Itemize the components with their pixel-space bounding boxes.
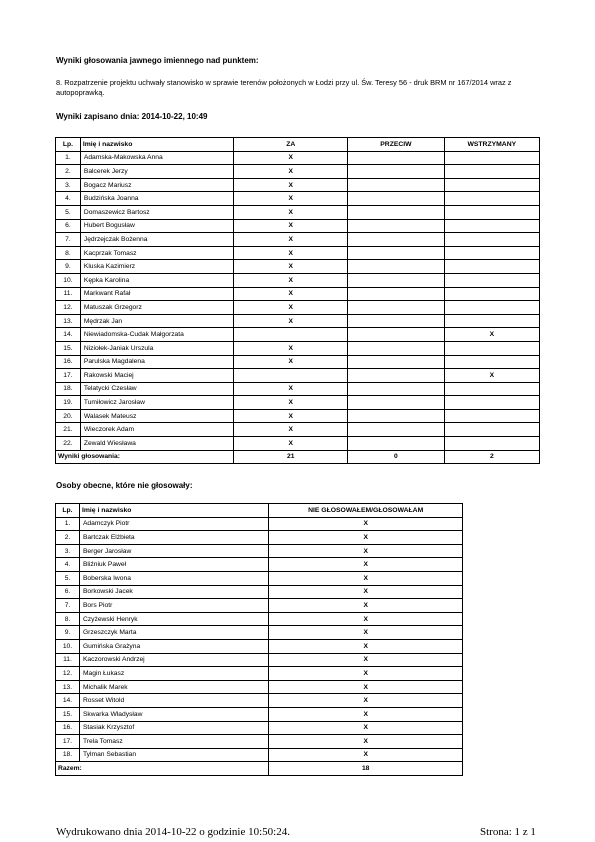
vote-przeciw bbox=[348, 341, 444, 355]
motion-text: 8. Rozpatrzenie projektu uchwały stanowisko w sprawie terenów położonych w Łodzi przy ul. Św. Teresy 56 - druk BRM nr 167/2014 wraz z autopoprawką. bbox=[56, 78, 512, 97]
row-number: 16. bbox=[56, 721, 80, 735]
table-row bbox=[56, 626, 463, 640]
not-voted-mark: X bbox=[269, 599, 463, 613]
vote-za: X bbox=[234, 192, 348, 206]
member-name: Trela Tomasz bbox=[79, 735, 268, 749]
vote-za: X bbox=[234, 409, 348, 423]
vote-za: X bbox=[234, 301, 348, 315]
vote-wstrzymany bbox=[444, 273, 539, 287]
member-name: Wieczorek Adam bbox=[80, 423, 233, 437]
member-name: Tumiłowicz Jarosław bbox=[80, 396, 233, 410]
vote-za: X bbox=[234, 165, 348, 179]
row-number: 7. bbox=[56, 233, 81, 247]
vote-przeciw bbox=[348, 178, 444, 192]
absent-summary-count: 18 bbox=[269, 762, 463, 776]
member-name: Rosset Witold bbox=[79, 694, 268, 708]
vote-przeciw bbox=[348, 382, 444, 396]
vote-results-table bbox=[55, 137, 540, 464]
member-name: Kaczorowski Andrzej bbox=[79, 653, 268, 667]
summary-wstrzymany: 2 bbox=[444, 450, 539, 464]
vote-przeciw bbox=[348, 301, 444, 315]
row-number: 13. bbox=[56, 680, 80, 694]
row-number: 7. bbox=[56, 599, 80, 613]
table-row bbox=[56, 396, 540, 410]
vote-wstrzymany bbox=[444, 287, 539, 301]
member-name: Grzeszczyk Marta bbox=[79, 626, 268, 640]
table-row bbox=[56, 246, 540, 260]
col-name-header: Imię i nazwisko bbox=[79, 504, 268, 518]
not-voted-mark: X bbox=[269, 544, 463, 558]
row-number: 18. bbox=[56, 748, 80, 762]
vote-przeciw bbox=[348, 355, 444, 369]
member-name: Bors Piotr bbox=[79, 599, 268, 613]
vote-wstrzymany: X bbox=[444, 369, 539, 383]
not-voted-mark: X bbox=[269, 612, 463, 626]
member-name: Bogacz Mariusz bbox=[80, 178, 233, 192]
row-number: 20. bbox=[56, 409, 81, 423]
table-row bbox=[56, 599, 463, 613]
vote-wstrzymany bbox=[444, 437, 539, 451]
table-row bbox=[56, 369, 540, 383]
vote-wstrzymany bbox=[444, 205, 539, 219]
vote-przeciw bbox=[348, 437, 444, 451]
vote-przeciw bbox=[348, 409, 444, 423]
not-voted-mark: X bbox=[269, 735, 463, 749]
row-number: 4. bbox=[56, 558, 80, 572]
vote-summary-row bbox=[56, 450, 540, 464]
vote-przeciw bbox=[348, 246, 444, 260]
member-name: Adamska-Makowska Anna bbox=[80, 151, 233, 165]
member-name: Skwarka Władysław bbox=[79, 707, 268, 721]
vote-heading: Wyniki głosowania jawnego imiennego nad punktem: bbox=[56, 56, 259, 65]
member-name: Balcerek Jerzy bbox=[80, 165, 233, 179]
table-row bbox=[56, 531, 463, 545]
row-number: 12. bbox=[56, 301, 81, 315]
row-number: 10. bbox=[56, 639, 80, 653]
summary-label: Wyniki głosowania: bbox=[56, 450, 234, 464]
row-number: 11. bbox=[56, 287, 81, 301]
vote-przeciw bbox=[348, 314, 444, 328]
vote-wstrzymany bbox=[444, 260, 539, 274]
table-row bbox=[56, 437, 540, 451]
table-row bbox=[56, 735, 463, 749]
absent-table-header-row bbox=[56, 504, 463, 518]
member-name: Jędrzejczak Bożenna bbox=[80, 233, 233, 247]
vote-przeciw bbox=[348, 151, 444, 165]
not-voted-mark: X bbox=[269, 667, 463, 681]
row-number: 14. bbox=[56, 328, 81, 342]
table-row bbox=[56, 355, 540, 369]
vote-za: X bbox=[234, 396, 348, 410]
member-name: Magin Łukasz bbox=[79, 667, 268, 681]
table-row bbox=[56, 585, 463, 599]
member-name: Markwant Rafał bbox=[80, 287, 233, 301]
table-row bbox=[56, 233, 540, 247]
vote-wstrzymany bbox=[444, 382, 539, 396]
vote-przeciw bbox=[348, 287, 444, 301]
row-number: 6. bbox=[56, 585, 80, 599]
vote-wstrzymany bbox=[444, 396, 539, 410]
table-row bbox=[56, 341, 540, 355]
member-name: Kępka Karolina bbox=[80, 273, 233, 287]
row-number: 15. bbox=[56, 341, 81, 355]
table-row bbox=[56, 558, 463, 572]
member-name: Bliźniuk Paweł bbox=[79, 558, 268, 572]
not-voted-mark: X bbox=[269, 639, 463, 653]
table-row bbox=[56, 219, 540, 233]
member-name: Niziołek-Janiak Urszula bbox=[80, 341, 233, 355]
member-name: Matuszak Grzegorz bbox=[80, 301, 233, 315]
table-row bbox=[56, 382, 540, 396]
row-number: 18. bbox=[56, 382, 81, 396]
absent-summary-label: Razem: bbox=[56, 762, 269, 776]
page-number: Strona: 1 z 1 bbox=[480, 826, 536, 838]
not-voted-mark: X bbox=[269, 680, 463, 694]
not-voted-mark: X bbox=[269, 653, 463, 667]
not-voted-mark: X bbox=[269, 585, 463, 599]
table-row bbox=[56, 667, 463, 681]
col-za-header: ZA bbox=[234, 138, 348, 152]
vote-za: X bbox=[234, 246, 348, 260]
member-name: Bartczak Elżbieta bbox=[79, 531, 268, 545]
vote-przeciw bbox=[348, 205, 444, 219]
vote-za: X bbox=[234, 382, 348, 396]
vote-wstrzymany bbox=[444, 192, 539, 206]
vote-za: X bbox=[234, 423, 348, 437]
not-voted-mark: X bbox=[269, 626, 463, 640]
table-row bbox=[56, 544, 463, 558]
table-row bbox=[56, 178, 540, 192]
table-row bbox=[56, 301, 540, 315]
member-name: Walasek Mateusz bbox=[80, 409, 233, 423]
table-row bbox=[56, 694, 463, 708]
vote-za: X bbox=[234, 205, 348, 219]
member-name: Telatycki Czesław bbox=[80, 382, 233, 396]
row-number: 21. bbox=[56, 423, 81, 437]
row-number: 22. bbox=[56, 437, 81, 451]
vote-przeciw bbox=[348, 423, 444, 437]
row-number: 1. bbox=[56, 151, 81, 165]
row-number: 8. bbox=[56, 246, 81, 260]
table-row bbox=[56, 721, 463, 735]
table-row bbox=[56, 748, 463, 762]
not-voted-mark: X bbox=[269, 571, 463, 585]
not-voted-mark: X bbox=[269, 694, 463, 708]
table-row bbox=[56, 314, 540, 328]
member-name: Rakowski Maciej bbox=[80, 369, 233, 383]
row-number: 19. bbox=[56, 396, 81, 410]
vote-za: X bbox=[234, 273, 348, 287]
member-name: Domaszewicz Bartosz bbox=[80, 205, 233, 219]
table-row bbox=[56, 707, 463, 721]
member-name: Borkowski Jacek bbox=[79, 585, 268, 599]
member-name: Kacprzak Tomasz bbox=[80, 246, 233, 260]
row-number: 2. bbox=[56, 165, 81, 179]
row-number: 10. bbox=[56, 273, 81, 287]
table-row bbox=[56, 328, 540, 342]
row-number: 4. bbox=[56, 192, 81, 206]
vote-za: X bbox=[234, 178, 348, 192]
vote-przeciw bbox=[348, 273, 444, 287]
summary-za: 21 bbox=[234, 450, 348, 464]
col-lp-header: Lp. bbox=[56, 138, 81, 152]
member-name: Tylman Sebastian bbox=[79, 748, 268, 762]
row-number: 17. bbox=[56, 735, 80, 749]
vote-wstrzymany bbox=[444, 165, 539, 179]
table-row bbox=[56, 192, 540, 206]
member-name: Parulska Magdalena bbox=[80, 355, 233, 369]
printed-timestamp: Wydrukowano dnia 2014-10-22 o godzinie 10:50:24. bbox=[56, 826, 290, 838]
vote-wstrzymany bbox=[444, 178, 539, 192]
member-name: Mędrzak Jan bbox=[80, 314, 233, 328]
row-number: 9. bbox=[56, 260, 81, 274]
vote-wstrzymany bbox=[444, 409, 539, 423]
table-row bbox=[56, 680, 463, 694]
table-row bbox=[56, 260, 540, 274]
col-przeciw-header: PRZECIW bbox=[348, 138, 444, 152]
member-name: Gumińska Grażyna bbox=[79, 639, 268, 653]
row-number: 14. bbox=[56, 694, 80, 708]
table-row bbox=[56, 165, 540, 179]
vote-za: X bbox=[234, 314, 348, 328]
vote-za: X bbox=[234, 151, 348, 165]
col-name-header: Imię i nazwisko bbox=[80, 138, 233, 152]
vote-przeciw bbox=[348, 260, 444, 274]
table-row bbox=[56, 517, 463, 531]
table-row bbox=[56, 151, 540, 165]
row-number: 9. bbox=[56, 626, 80, 640]
vote-wstrzymany bbox=[444, 314, 539, 328]
vote-za: X bbox=[234, 341, 348, 355]
vote-za bbox=[234, 328, 348, 342]
row-number: 1. bbox=[56, 517, 80, 531]
vote-przeciw bbox=[348, 219, 444, 233]
not-voted-mark: X bbox=[269, 707, 463, 721]
col-not-voted-header: NIE GŁOSOWAŁEM/GŁOSOWAŁAM bbox=[269, 504, 463, 518]
vote-przeciw bbox=[348, 165, 444, 179]
table-row bbox=[56, 273, 540, 287]
vote-przeciw bbox=[348, 328, 444, 342]
row-number: 6. bbox=[56, 219, 81, 233]
vote-wstrzymany bbox=[444, 301, 539, 315]
row-number: 5. bbox=[56, 205, 81, 219]
vote-przeciw bbox=[348, 233, 444, 247]
vote-wstrzymany bbox=[444, 151, 539, 165]
absent-heading: Osoby obecne, które nie głosowały: bbox=[56, 481, 193, 490]
table-row bbox=[56, 612, 463, 626]
member-name: Boberska Iwona bbox=[79, 571, 268, 585]
summary-przeciw: 0 bbox=[348, 450, 444, 464]
row-number: 13. bbox=[56, 314, 81, 328]
absent-table bbox=[55, 503, 463, 776]
col-lp-header: Lp. bbox=[56, 504, 80, 518]
vote-przeciw bbox=[348, 192, 444, 206]
vote-za bbox=[234, 369, 348, 383]
vote-za: X bbox=[234, 233, 348, 247]
vote-za: X bbox=[234, 219, 348, 233]
vote-za: X bbox=[234, 260, 348, 274]
member-name: Niewiadomska-Cudak Małgorzata bbox=[80, 328, 233, 342]
absent-summary-row bbox=[56, 762, 463, 776]
not-voted-mark: X bbox=[269, 531, 463, 545]
vote-za: X bbox=[234, 355, 348, 369]
table-row bbox=[56, 423, 540, 437]
row-number: 15. bbox=[56, 707, 80, 721]
not-voted-mark: X bbox=[269, 517, 463, 531]
not-voted-mark: X bbox=[269, 721, 463, 735]
not-voted-mark: X bbox=[269, 748, 463, 762]
row-number: 12. bbox=[56, 667, 80, 681]
row-number: 2. bbox=[56, 531, 80, 545]
table-row bbox=[56, 639, 463, 653]
row-number: 8. bbox=[56, 612, 80, 626]
member-name: Kluska Kazimierz bbox=[80, 260, 233, 274]
table-row bbox=[56, 409, 540, 423]
vote-wstrzymany bbox=[444, 219, 539, 233]
member-name: Michalik Marek bbox=[79, 680, 268, 694]
not-voted-mark: X bbox=[269, 558, 463, 572]
vote-wstrzymany bbox=[444, 341, 539, 355]
vote-wstrzymany bbox=[444, 233, 539, 247]
table-row bbox=[56, 571, 463, 585]
member-name: Stasiak Krzysztof bbox=[79, 721, 268, 735]
vote-table-header-row bbox=[56, 138, 540, 152]
table-row bbox=[56, 653, 463, 667]
row-number: 11. bbox=[56, 653, 80, 667]
row-number: 17. bbox=[56, 369, 81, 383]
vote-wstrzymany: X bbox=[444, 328, 539, 342]
col-wstrzymany-header: WSTRZYMANY bbox=[444, 138, 539, 152]
vote-przeciw bbox=[348, 396, 444, 410]
vote-przeciw bbox=[348, 369, 444, 383]
member-name: Zewald Wiesława bbox=[80, 437, 233, 451]
member-name: Hubert Bogusław bbox=[80, 219, 233, 233]
member-name: Budzińska Joanna bbox=[80, 192, 233, 206]
member-name: Berger Jarosław bbox=[79, 544, 268, 558]
vote-wstrzymany bbox=[444, 423, 539, 437]
vote-za: X bbox=[234, 437, 348, 451]
row-number: 5. bbox=[56, 571, 80, 585]
vote-wstrzymany bbox=[444, 246, 539, 260]
member-name: Adamczyk Piotr bbox=[79, 517, 268, 531]
vote-wstrzymany bbox=[444, 355, 539, 369]
row-number: 3. bbox=[56, 544, 80, 558]
table-row bbox=[56, 287, 540, 301]
row-number: 16. bbox=[56, 355, 81, 369]
recorded-timestamp: Wyniki zapisano dnia: 2014-10-22, 10:49 bbox=[56, 112, 208, 121]
vote-za: X bbox=[234, 287, 348, 301]
table-row bbox=[56, 205, 540, 219]
member-name: Czyżewski Henryk bbox=[79, 612, 268, 626]
row-number: 3. bbox=[56, 178, 81, 192]
